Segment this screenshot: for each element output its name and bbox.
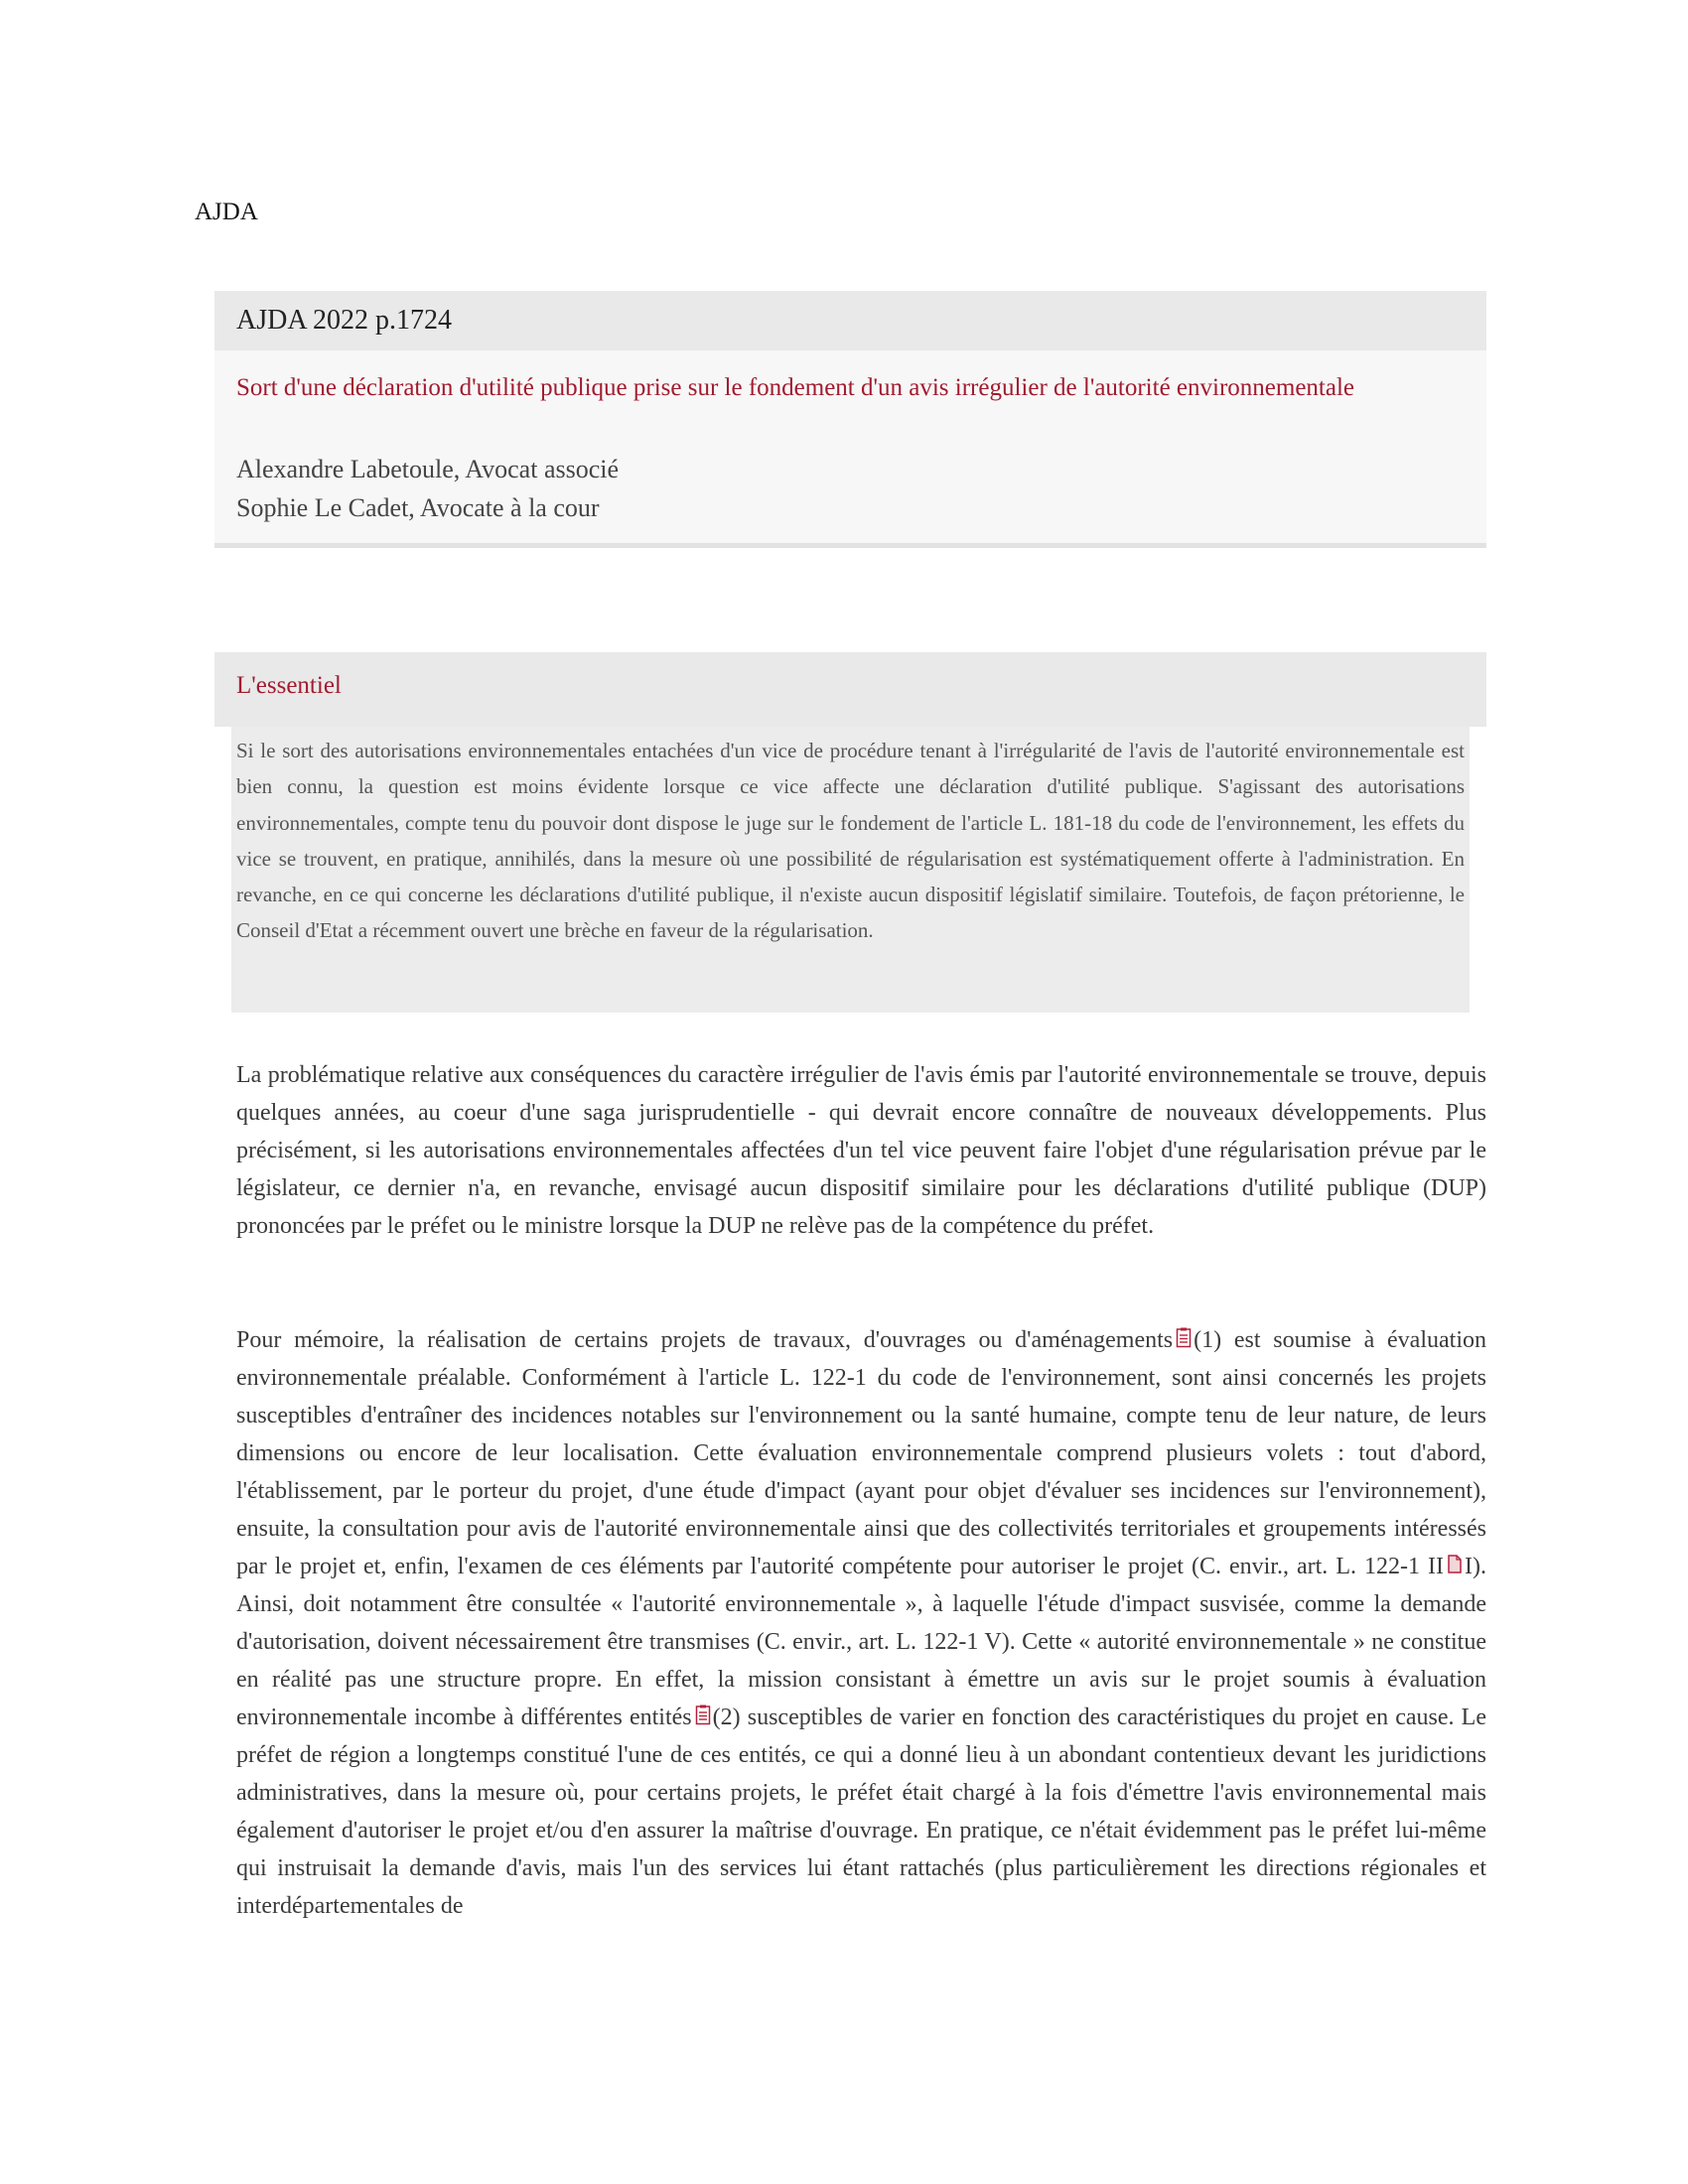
essentiel-box xyxy=(231,727,1470,1013)
article-reference: AJDA 2022 p.1724 xyxy=(214,291,1486,350)
document-link-icon[interactable] xyxy=(1447,1549,1463,1570)
paragraph-2-text-3: I). Ainsi, doit notamment être consultée « l'autorité environnementale », à laquelle l'étude d'impact susvisée, comme la demande d'autorisation, doivent nécessairement être transmises (C. envir., art. L. 122-1 V). Cette « autorité environnementale » ne constitue en réalité pas une structure propre. En effet, la mission consistant à émettre un avis sur le projet soumis à évaluation environnementale incombe à différentes entités xyxy=(236,1554,1486,1730)
article-title: Sort d'une déclaration d'utilité publique prise sur le fondement d'un avis irrégulier de l'autorité environnementale xyxy=(236,374,1355,401)
article-header xyxy=(214,291,1486,548)
essentiel-text: Si le sort des autorisations environnementales entachées d'un vice de procédure tenant à l'irrégularité de l'avis de l'autorité environnementale est bien connu, la question est moins évidente lorsque ce vice affecte une déclaration d'utilité publique. S'agissant des autorisations environnementales, compte tenu du pouvoir dont dispose le juge sur le fondement de l'article L. 181-18 du code de l'environnement, les effets du vice se trouvent, en pratique, annihilés, dans la mesure où une possibilité de régularisation est systématiquement offerte à l'administration. En revanche, en ce qui concerne les déclarations d'utilité publique, il n'existe aucun dispositif législatif similaire. Toutefois, de façon prétorienne, le Conseil d'Etat a récemment ouvert une brèche en faveur de la régularisation. xyxy=(236,739,1465,943)
footnote-icon[interactable] xyxy=(695,1700,711,1720)
essentiel-header xyxy=(214,652,1486,727)
footnote-ref-1[interactable]: (1) xyxy=(1194,1327,1222,1353)
journal-name: AJDA xyxy=(195,199,258,225)
author-1: Alexandre Labetoule, Avocat associé xyxy=(236,455,620,483)
footnote-icon[interactable] xyxy=(1176,1322,1192,1343)
paragraph-1: La problématique relative aux conséquences du caractère irrégulier de l'avis émis par l'autorité environnementale se trouve, depuis quelques années, au coeur d'une saga jurisprudentielle - qui devrait encore connaître de nouveaux développements. Plus précisément, si les autorisations environnementales affectées d'un tel vice peuvent faire l'objet d'une régularisation prévue par le législateur, ce dernier n'a, en revanche, envisagé aucun dispositif similaire pour les déclarations d'utilité publique (DUP) prononcées par le préfet ou le ministre lorsque la DUP ne relève pas de la compétence du préfet. xyxy=(236,1062,1486,1239)
authors xyxy=(236,450,1465,527)
paragraph-2 xyxy=(236,1321,1486,1925)
paragraph-2-text-2: est soumise à évaluation environnementale préalable. Conformément à l'article L. 122-1 du code de l'environnement, sont ainsi concernés les projets susceptibles d'entraîner des incidences notables sur l'environnement ou la santé humaine, compte tenu de leur nature, de leurs dimensions ou encore de leur localisation. Cette évaluation environnementale comprend plusieurs volets : tout d'abord, l'établissement, par le porteur du projet, d'une étude d'impact (ayant pour objet d'évaluer ses incidences sur l'environnement), ensuite, la consultation pour avis de l'autorité environnementale ainsi que des collectivités territoriales et groupements intéressés par le projet et, enfin, l'examen de ces éléments par l'autorité compétente pour autoriser le projet (C. envir., art. L. 122-1 II xyxy=(236,1327,1486,1579)
paragraph-2-text-1: Pour mémoire, la réalisation de certains projets de travaux, d'ouvrages ou d'aménagements xyxy=(236,1327,1174,1353)
footnote-ref-2[interactable]: (2) xyxy=(712,1705,741,1730)
essentiel-title: L'essentiel xyxy=(236,672,342,699)
author-2: Sophie Le Cadet, Avocate à la cour xyxy=(236,493,600,522)
paragraph-2-text-4: susceptibles de varier en fonction des caractéristiques du projet en cause. Le préfet de région a longtemps constitué l'une de ces entités, ce qui a donné lieu à un abondant contentieux devant les juridictions administratives, dans la mesure où, pour certains projets, le préfet était chargé à la fois d'émettre l'avis environnemental mais également d'autoriser le projet et/ou d'en assurer la maîtrise d'ouvrage. En pratique, ce n'était évidemment pas le préfet lui-même qui instruisait la demande d'avis, mais l'un des services lui étant rattachés (plus particulièrement les directions régionales et interdépartementales de xyxy=(236,1705,1486,1919)
